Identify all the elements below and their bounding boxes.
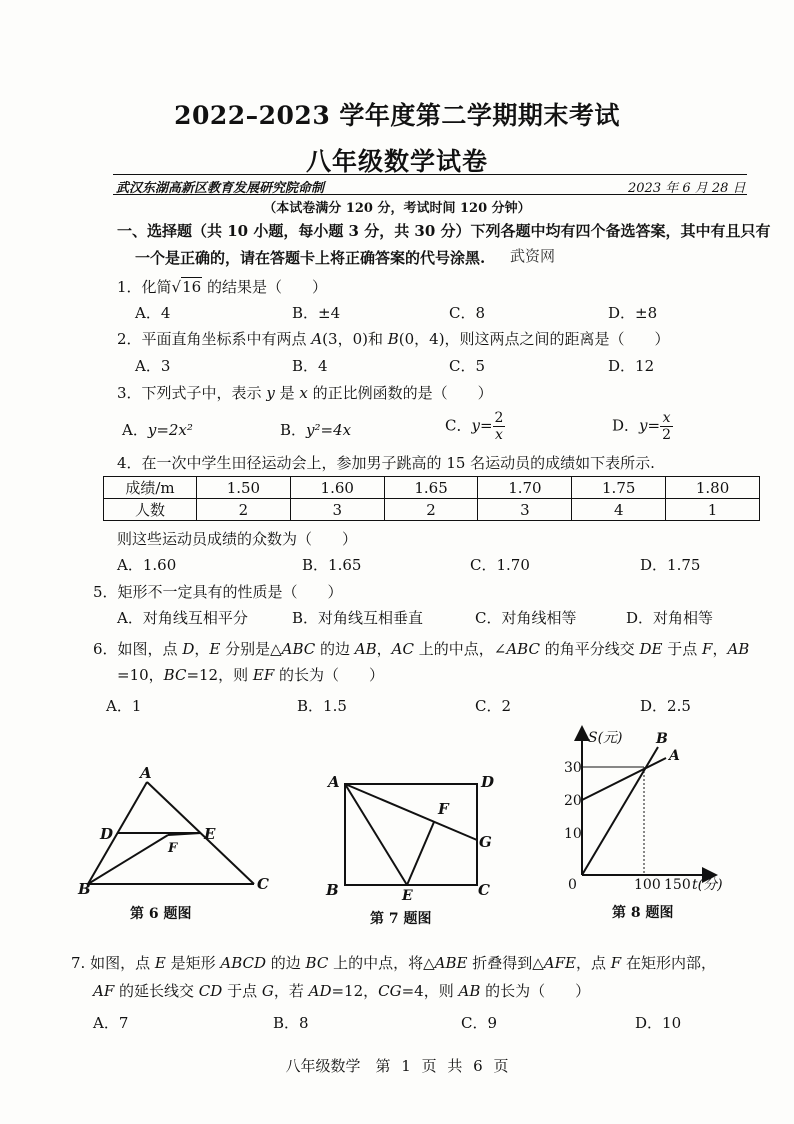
q2-option-b[interactable]: B．4 [292, 357, 328, 375]
fig6-label-e: E [204, 825, 216, 843]
q5-option-a[interactable]: A．对角线互相平分 [117, 609, 248, 627]
fig7-label-a: A [328, 773, 340, 791]
q3-option-c[interactable]: C．y= $\frac{2}{x}$ [445, 410, 504, 443]
table-cell: 1.80 [666, 477, 760, 499]
header-rule-bottom [113, 194, 747, 195]
q2-option-c[interactable]: C．5 [449, 357, 486, 375]
fig8-x-label: t(分) [692, 877, 723, 893]
q6-option-a[interactable]: A．1 [106, 697, 142, 715]
table-cell: 4 [572, 499, 666, 521]
q4-follow: 则这些运动员成绩的众数为（ ） [117, 530, 358, 548]
q4-option-a[interactable]: A．1.60 [117, 556, 177, 574]
table-row [104, 499, 760, 521]
table-cell: 2 [197, 499, 291, 521]
fig8-line-b [582, 747, 658, 875]
fig8-xtick-150: 150 [664, 877, 691, 893]
fig6-label-f: F [168, 841, 178, 856]
question-6-line1: 6．如图，点 D，E 分别是△ABC 的边 AB，AC 上的中点，∠ABC 的角平分线交 DE 于点 F，AB [93, 640, 750, 658]
table-cell: 1.70 [478, 477, 572, 499]
fig8-line-a-label: A [669, 748, 680, 764]
q1-option-d[interactable]: D．±8 [608, 304, 658, 322]
q1-option-a[interactable]: A．4 [135, 304, 171, 322]
fig7-label-e: E [402, 888, 413, 904]
fig8-xtick-0: 0 [568, 877, 577, 893]
table-cell: 1.65 [384, 477, 478, 499]
watermark: 武资网 [510, 247, 556, 265]
figure-7 [322, 770, 502, 904]
fig7-rectangle [345, 784, 477, 885]
fig7-segment-ag [345, 784, 477, 840]
q7-option-d[interactable]: D．10 [635, 1014, 682, 1032]
q2-option-a[interactable]: A．3 [135, 357, 171, 375]
fig8-xtick-100: 100 [634, 877, 661, 893]
table-row [104, 477, 760, 499]
question-3: 3．下列式子中，表示 y 是 x 的正比例函数的是（ ） [117, 384, 493, 402]
table-cell: 3 [290, 499, 384, 521]
section-heading-line1: 一、选择题（共 10 小题，每小题 3 分，共 30 分）下列各题中均有四个备选答案，其中有且只有 [117, 222, 771, 240]
question-6-line2: =10，BC=12，则 EF 的长为（ ） [117, 666, 385, 684]
figure-8 [560, 727, 730, 902]
q7-option-b[interactable]: B．8 [273, 1014, 309, 1032]
q7-option-c[interactable]: C．9 [461, 1014, 498, 1032]
fig6-label-b: B [78, 880, 91, 898]
table-header-score: 成绩/m [104, 477, 197, 499]
q3-option-d[interactable]: D．y= $\frac{x}{2}$ [612, 410, 671, 443]
question-1: 1．化简√16 的结果是（ ） [117, 278, 327, 296]
fig8-ytick-30: 30 [564, 760, 582, 776]
table-cell: 1.60 [290, 477, 384, 499]
fig7-segment-ef [407, 822, 434, 885]
fig7-label-g: G [479, 833, 492, 851]
fig8-ytick-20: 20 [564, 793, 582, 809]
question-4: 4．在一次中学生田径运动会上，参加男子跳高的 15 名运动员的成绩如下表所示. [117, 454, 655, 472]
table-header-count: 人数 [104, 499, 197, 521]
exam-date: 2023 年 6 月 28 日 [628, 181, 746, 196]
q5-option-d[interactable]: D．对角相等 [626, 609, 714, 627]
exam-note: （本试卷满分 120 分，考试时间 120 分钟） [263, 201, 531, 216]
q1-option-c[interactable]: C．8 [449, 304, 486, 322]
q5-option-c[interactable]: C．对角线相等 [475, 609, 577, 627]
fig7-label-b: B [326, 881, 339, 899]
figure-7-caption: 第 7 题图 [370, 911, 432, 927]
fig8-line-a [582, 758, 666, 800]
exam-org: 武汉东湖高新区教育发展研究院命制 [116, 181, 325, 196]
fig8-y-label: S(元) [588, 730, 623, 746]
fig7-label-d: D [481, 773, 495, 791]
fig6-label-c: C [257, 875, 269, 893]
table-cell: 3 [478, 499, 572, 521]
table-cell: 1.75 [572, 477, 666, 499]
page-footer: 八年级数学 第 1 页 共 6 页 [285, 1057, 509, 1075]
fig8-line-b-label: B [656, 731, 668, 747]
table-cell: 2 [384, 499, 478, 521]
figure-6-caption: 第 6 题图 [130, 906, 192, 922]
header-rule-top [113, 174, 747, 175]
fig7-segment-ae [345, 784, 407, 885]
q2-option-d[interactable]: D．12 [608, 357, 655, 375]
q4-option-d[interactable]: D．1.75 [640, 556, 701, 574]
exam-subtitle: 八年级数学试卷 [305, 147, 488, 176]
figure-8-caption: 第 8 题图 [612, 905, 674, 921]
question-7-line2: AF 的延长线交 CD 于点 G，若 AD=12，CG=4，则 AB 的长为（ ） [93, 982, 591, 1000]
q3-option-a[interactable]: A．y=2x² [122, 421, 193, 439]
q1-option-b[interactable]: B．±4 [292, 304, 341, 322]
q6-option-c[interactable]: C．2 [475, 697, 512, 715]
fig6-label-a: A [140, 764, 152, 782]
table-cell: 1.50 [197, 477, 291, 499]
q5-option-b[interactable]: B．对角线互相垂直 [292, 609, 424, 627]
score-table [103, 476, 760, 521]
question-7-line1: 7. 如图，点 E 是矩形 ABCD 的边 BC 上的中点，将△ABE 折叠得到△AFE，点 F 在矩形内部， [71, 954, 716, 972]
figure-6 [70, 760, 290, 900]
q6-option-b[interactable]: B．1.5 [297, 697, 347, 715]
question-2: 2．平面直角坐标系中有两点 A(3，0)和 B(0，4)，则这两点之间的距离是（ ） [117, 330, 670, 348]
fig6-label-d: D [100, 825, 114, 843]
fig8-ytick-10: 10 [564, 826, 582, 842]
q4-option-c[interactable]: C．1.70 [470, 556, 530, 574]
fig7-label-c: C [478, 881, 490, 899]
question-5: 5．矩形不一定具有的性质是（ ） [93, 583, 343, 601]
q4-option-b[interactable]: B．1.65 [302, 556, 362, 574]
exam-title: 2022–2023 学年度第二学期期末考试 [174, 101, 620, 130]
q3-option-b[interactable]: B．y²=4x [280, 421, 352, 439]
table-cell: 1 [666, 499, 760, 521]
section-heading-line2: 一个是正确的，请在答题卡上将正确答案的代号涂黑. [135, 249, 486, 267]
q7-option-a[interactable]: A．7 [93, 1014, 129, 1032]
fig7-label-f: F [438, 800, 449, 818]
q6-option-d[interactable]: D．2.5 [640, 697, 691, 715]
